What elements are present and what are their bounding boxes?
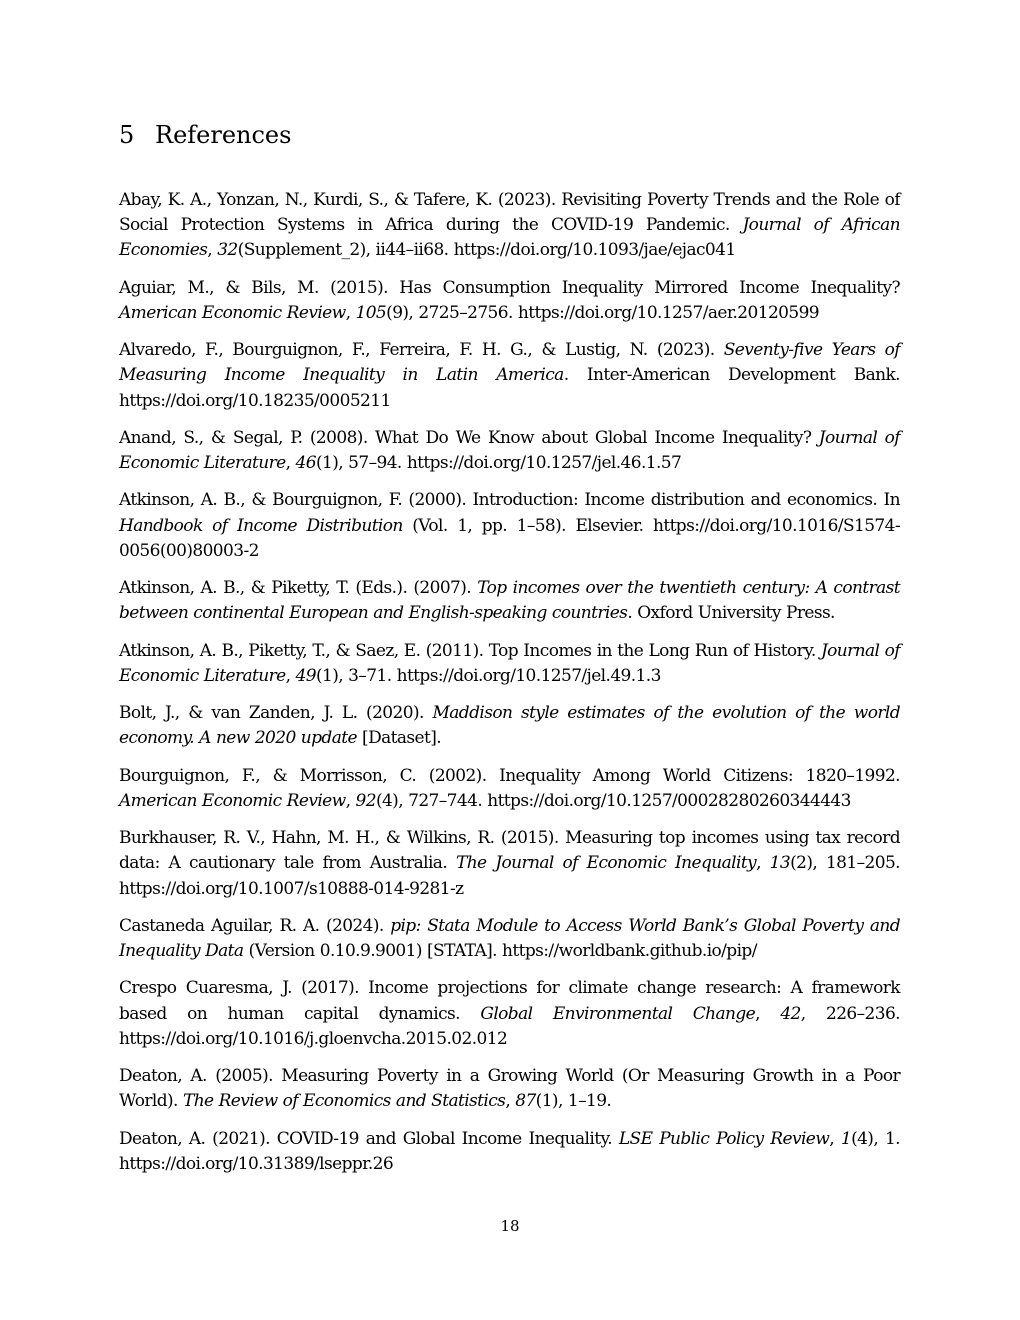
reference-text: Deaton, A. (2005). Measuring Poverty in a Growing World (Or Measuring Growth in a Poor World). xyxy=(119,1066,900,1112)
reference-text: Anand, S., & Segal, P. (2008). What Do We Know about Global Income Inequality? xyxy=(119,427,819,448)
reference-entry xyxy=(119,188,900,264)
reference-italic-text: 42 xyxy=(780,1003,801,1024)
reference-entry xyxy=(119,701,900,751)
reference-text: (4), 727–744. https://doi.org/10.1257/00028280260344443 xyxy=(375,790,851,811)
reference-text: (1), 3–71. https://doi.org/10.1257/jel.49.1.3 xyxy=(315,665,661,686)
page-number: 18 xyxy=(500,1217,520,1235)
reference-entry xyxy=(119,576,900,626)
reference-italic-text: American Economic Review xyxy=(119,302,346,323)
reference-text: Bourguignon, F., & Morrisson, C. (2002). Inequality Among World Citizens: 1820–1992. xyxy=(119,765,900,786)
reference-italic-text: 92 xyxy=(355,790,376,811)
reference-italic-text: 49 xyxy=(295,665,316,686)
reference-italic-text: American Economic Review xyxy=(119,790,346,811)
reference-entry xyxy=(119,914,900,964)
reference-text: , xyxy=(345,790,356,811)
reference-entry xyxy=(119,639,900,689)
reference-text: Castaneda Aguilar, R. A. (2024). xyxy=(119,915,391,936)
section-title: References xyxy=(155,121,292,149)
reference-italic-text: Journal of Economic Literature xyxy=(119,640,900,686)
reference-entry xyxy=(119,488,900,564)
reference-text: (9), 2725–2756. https://doi.org/10.1257/aer.20120599 xyxy=(386,302,820,323)
reference-text: Abay, K. A., Yonzan, N., Kurdi, S., & Tafere, K. (2023). Revisiting Poverty Trends and the Role of Social Protection Systems in Africa during the COVID-19 Pandemic. xyxy=(119,190,900,236)
reference-text: (2), 181–205. https://doi.org/10.1007/s10888-014-9281-z xyxy=(119,853,900,899)
reference-text: [Dataset]. xyxy=(356,728,442,749)
reference-text: (Version 0.10.9.9001) [STATA]. https://worldbank.github.io/pip/ xyxy=(243,941,757,962)
reference-italic-text: 1 xyxy=(840,1128,852,1149)
reference-italic-text: LSE Public Policy Review xyxy=(618,1128,830,1149)
reference-italic-text: Top incomes over the twentieth century: A contrast between continental European and English-speaking countries xyxy=(119,578,900,624)
reference-text: , xyxy=(345,302,356,323)
reference-italic-text: Maddison style estimates of the evolution of the world economy. A new 2020 update xyxy=(119,703,900,749)
reference-entry xyxy=(119,426,900,476)
reference-text: , xyxy=(829,1128,841,1149)
reference-entry xyxy=(119,1127,900,1177)
reference-italic-text: 13 xyxy=(769,853,791,874)
reference-text: Crespo Cuaresma, J. (2017). Income projections for climate change research: A framework based on human capital dynamics. xyxy=(119,978,900,1024)
reference-text: (1), 1–19. xyxy=(535,1091,612,1112)
reference-italic-text: The Journal of Economic Inequality xyxy=(455,853,757,874)
reference-text: Atkinson, A. B., & Bourguignon, F. (2000). Introduction: Income distribution and economics. In xyxy=(119,490,900,511)
section-heading xyxy=(119,118,291,152)
reference-text: Atkinson, A. B., & Piketty, T. (Eds.). (2007). xyxy=(119,578,478,599)
reference-entry xyxy=(119,764,900,814)
reference-text: Aguiar, M., & Bils, M. (2015). Has Consumption Inequality Mirrored Income Inequality? xyxy=(119,277,900,298)
reference-text: (1), 57–94. https://doi.org/10.1257/jel.46.1.57 xyxy=(315,453,682,474)
reference-text: , xyxy=(505,1091,516,1112)
reference-text: , xyxy=(755,1003,781,1024)
reference-text: , xyxy=(285,453,296,474)
reference-text: Burkhauser, R. V., Hahn, M. H., & Wilkins, R. (2015). Measuring top incomes using tax record data: A cautionary tale from Australia. xyxy=(119,828,900,874)
reference-text: , xyxy=(285,665,296,686)
reference-italic-text: The Review of Economics and Statistics xyxy=(182,1091,506,1112)
reference-entry xyxy=(119,826,900,902)
reference-text: Bolt, J., & van Zanden, J. L. (2020). xyxy=(119,703,433,724)
reference-italic-text: 46 xyxy=(295,453,316,474)
reference-text: , 226–236. https://doi.org/10.1016/j.gloenvcha.2015.02.012 xyxy=(119,1003,900,1049)
reference-entry xyxy=(119,276,900,326)
reference-italic-text: 32 xyxy=(217,240,238,261)
section-number: 5 xyxy=(119,121,135,149)
reference-text: Alvaredo, F., Bourguignon, F., Ferreira, F. H. G., & Lustig, N. (2023). xyxy=(119,340,724,361)
reference-text: Atkinson, A. B., Piketty, T., & Saez, E. (2011). Top Incomes in the Long Run of History. xyxy=(119,640,821,661)
reference-italic-text: 87 xyxy=(515,1091,536,1112)
reference-text: (4), 1. https://doi.org/10.31389/lseppr.26 xyxy=(119,1128,900,1174)
reference-text: (Vol. 1, pp. 1–58). Elsevier. https://doi.org/10.1016/S1574-0056(00)80003-2 xyxy=(119,515,900,561)
reference-italic-text: 105 xyxy=(355,302,387,323)
reference-entry xyxy=(119,1064,900,1114)
reference-entry xyxy=(119,338,900,414)
reference-italic-text: Seventy-five Years of Measuring Income Inequality in Latin America xyxy=(119,340,900,386)
reference-list xyxy=(119,188,900,1189)
reference-text: , xyxy=(756,853,770,874)
reference-italic-text: pip: Stata Module to Access World Bank’s Global Poverty and Inequality Data xyxy=(119,915,900,962)
reference-italic-text: Global Environmental Change xyxy=(480,1003,756,1024)
reference-italic-text: Journal of African Economies xyxy=(119,215,900,261)
reference-text: (Supplement_2), ii44–ii68. https://doi.org/10.1093/jae/ejac041 xyxy=(237,240,736,261)
reference-text: . Oxford University Press. xyxy=(627,603,835,624)
reference-text: . Inter-American Development Bank. https://doi.org/10.18235/0005211 xyxy=(119,365,900,411)
reference-entry xyxy=(119,976,900,1052)
reference-italic-text: Handbook of Income Distribution xyxy=(119,515,403,536)
reference-text: Deaton, A. (2021). COVID-19 and Global Income Inequality. xyxy=(119,1128,619,1149)
reference-text: , xyxy=(207,240,218,261)
reference-italic-text: Journal of Economic Literature xyxy=(119,427,900,474)
